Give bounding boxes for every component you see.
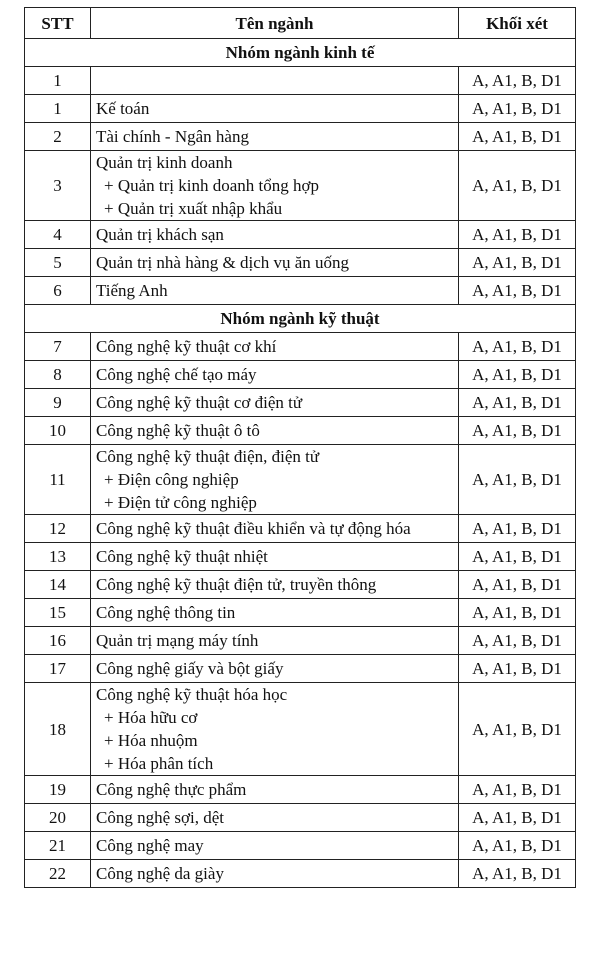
row-stt: 9 (25, 389, 91, 417)
row-name: Công nghệ kỹ thuật nhiệt (96, 547, 268, 566)
row-stt: 11 (25, 445, 91, 515)
table-row (25, 361, 576, 389)
table-row (25, 123, 576, 151)
row-khoi: A, A1, B, D1 (459, 515, 576, 543)
row-stt: 2 (25, 123, 91, 151)
row-name: Quản trị khách sạn (96, 225, 224, 244)
table-body (25, 39, 576, 888)
row-name: Tiếng Anh (96, 281, 168, 300)
group-title: Nhóm ngành kỹ thuật (25, 305, 576, 333)
row-khoi: A, A1, B, D1 (459, 361, 576, 389)
row-name: Quản trị mạng máy tính (96, 631, 259, 650)
row-sub-item: + Hóa hữu cơ (104, 708, 198, 727)
row-name-cell (91, 776, 459, 804)
row-name: Công nghệ da giày (96, 864, 224, 883)
row-stt: 4 (25, 221, 91, 249)
row-name: Kế toán (96, 99, 150, 118)
row-name: Quản trị kinh doanh (96, 153, 233, 172)
header-name: Tên ngành (91, 8, 459, 39)
table-row (25, 277, 576, 305)
row-stt: 21 (25, 832, 91, 860)
row-name-cell (91, 655, 459, 683)
row-name-cell (91, 361, 459, 389)
row-stt: 3 (25, 151, 91, 221)
row-stt: 17 (25, 655, 91, 683)
row-stt: 7 (25, 333, 91, 361)
header-khoi: Khối xét (459, 8, 576, 39)
row-name-cell (91, 860, 459, 888)
table-row (25, 683, 576, 776)
row-name-cell (91, 515, 459, 543)
row-sub-item: + Hóa nhuộm (104, 731, 198, 750)
row-khoi: A, A1, B, D1 (459, 249, 576, 277)
table-row (25, 249, 576, 277)
row-name-cell (91, 123, 459, 151)
row-name: Công nghệ kỹ thuật điện, điện tử (96, 447, 320, 466)
group-row (25, 39, 576, 67)
row-khoi: A, A1, B, D1 (459, 832, 576, 860)
row-stt: 15 (25, 599, 91, 627)
table-row (25, 515, 576, 543)
row-khoi: A, A1, B, D1 (459, 445, 576, 515)
group-title: Nhóm ngành kinh tế (25, 39, 576, 67)
table-row (25, 333, 576, 361)
table-row (25, 543, 576, 571)
row-name-cell (91, 151, 459, 221)
row-name-cell (91, 417, 459, 445)
table-row (25, 417, 576, 445)
row-khoi: A, A1, B, D1 (459, 67, 576, 95)
row-khoi: A, A1, B, D1 (459, 655, 576, 683)
row-stt: 18 (25, 683, 91, 776)
row-stt: 5 (25, 249, 91, 277)
row-name: Công nghệ sợi, dệt (96, 808, 224, 827)
row-sub-item: + Hóa phân tích (104, 754, 214, 773)
majors-table (24, 7, 576, 888)
group-row (25, 305, 576, 333)
row-name: Quản trị nhà hàng & dịch vụ ăn uống (96, 253, 350, 272)
row-khoi: A, A1, B, D1 (459, 543, 576, 571)
table-row (25, 221, 576, 249)
row-khoi: A, A1, B, D1 (459, 151, 576, 221)
row-name-cell (91, 333, 459, 361)
row-stt: 14 (25, 571, 91, 599)
row-name-cell (91, 389, 459, 417)
row-khoi: A, A1, B, D1 (459, 571, 576, 599)
row-khoi: A, A1, B, D1 (459, 221, 576, 249)
row-name: Công nghệ kỹ thuật cơ điện tử (96, 393, 303, 412)
row-sub-item: + Điện công nghiệp (104, 470, 239, 489)
table-row (25, 599, 576, 627)
row-khoi: A, A1, B, D1 (459, 776, 576, 804)
row-name: Công nghệ may (96, 836, 204, 855)
row-name-cell (91, 221, 459, 249)
table-row (25, 571, 576, 599)
row-name: Công nghệ kỹ thuật hóa học (96, 685, 288, 704)
row-khoi: A, A1, B, D1 (459, 123, 576, 151)
row-name-cell (91, 804, 459, 832)
table-row (25, 95, 576, 123)
row-name-cell (91, 599, 459, 627)
row-name-cell (91, 832, 459, 860)
row-stt: 20 (25, 804, 91, 832)
row-khoi: A, A1, B, D1 (459, 417, 576, 445)
row-name: Công nghệ kỹ thuật điều khiển và tự động hóa (96, 519, 411, 538)
table-row (25, 67, 576, 95)
row-name: Công nghệ thực phẩm (96, 780, 247, 799)
row-name: Công nghệ kỹ thuật cơ khí (96, 337, 277, 356)
row-stt: 19 (25, 776, 91, 804)
table-row (25, 151, 576, 221)
row-khoi: A, A1, B, D1 (459, 277, 576, 305)
row-name-cell (91, 249, 459, 277)
row-khoi: A, A1, B, D1 (459, 683, 576, 776)
row-stt: 13 (25, 543, 91, 571)
table-row (25, 445, 576, 515)
row-stt: 1 (25, 67, 91, 95)
row-stt: 10 (25, 417, 91, 445)
row-name: Công nghệ kỹ thuật ô tô (96, 421, 260, 440)
row-name-cell (91, 67, 459, 95)
row-name: Công nghệ kỹ thuật điện tử, truyền thông (96, 575, 377, 594)
row-khoi: A, A1, B, D1 (459, 627, 576, 655)
row-name: Công nghệ chế tạo máy (96, 365, 257, 384)
table-header-row (25, 8, 576, 39)
row-sub-item: + Quản trị kinh doanh tổng hợp (104, 176, 319, 195)
table-row (25, 804, 576, 832)
row-name-cell (91, 683, 459, 776)
row-khoi: A, A1, B, D1 (459, 95, 576, 123)
row-stt: 6 (25, 277, 91, 305)
row-name: Công nghệ thông tin (96, 603, 236, 622)
table-row (25, 832, 576, 860)
row-stt: 16 (25, 627, 91, 655)
row-khoi: A, A1, B, D1 (459, 389, 576, 417)
row-sub-item: + Quản trị xuất nhập khẩu (104, 199, 283, 218)
row-khoi: A, A1, B, D1 (459, 599, 576, 627)
table-row (25, 860, 576, 888)
table-row (25, 776, 576, 804)
row-khoi: A, A1, B, D1 (459, 860, 576, 888)
row-name-cell (91, 95, 459, 123)
header-stt: STT (25, 8, 91, 39)
table-row (25, 655, 576, 683)
row-name-cell (91, 543, 459, 571)
row-khoi: A, A1, B, D1 (459, 804, 576, 832)
row-stt: 22 (25, 860, 91, 888)
table-row (25, 389, 576, 417)
row-stt: 8 (25, 361, 91, 389)
row-name: Công nghệ giấy và bột giấy (96, 659, 284, 678)
row-khoi: A, A1, B, D1 (459, 333, 576, 361)
row-name: Tài chính - Ngân hàng (96, 127, 249, 146)
row-name-cell (91, 277, 459, 305)
row-stt: 12 (25, 515, 91, 543)
row-name-cell (91, 571, 459, 599)
row-sub-item: + Điện tử công nghiệp (104, 493, 257, 512)
row-name-cell (91, 445, 459, 515)
row-name-cell (91, 627, 459, 655)
row-stt: 1 (25, 95, 91, 123)
table-row (25, 627, 576, 655)
